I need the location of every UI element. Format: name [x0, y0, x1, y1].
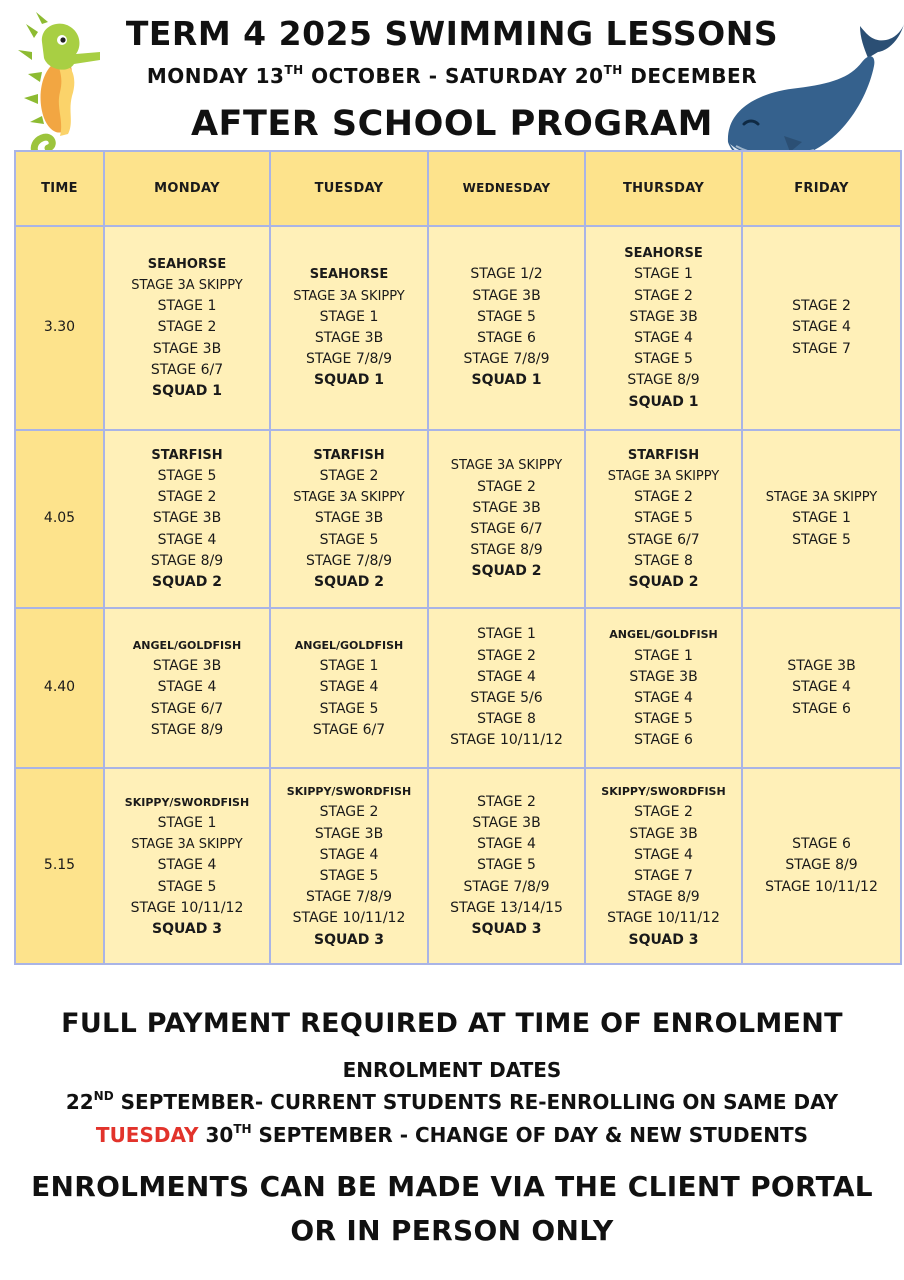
stage-line: STAGE 7/8/9 [306, 552, 392, 569]
stage-line: STAGE 2 [477, 478, 536, 495]
stage-line: STAGE 5 [634, 351, 693, 368]
stage-line: STAGE 10/11/12 [765, 878, 878, 895]
class-cell [104, 768, 270, 964]
stage-line: STAGE 6/7 [312, 721, 386, 738]
stage-line: STAGE 3B [314, 825, 384, 842]
group-header: SEAHORSE [624, 246, 703, 262]
stage-line: STAGE 10/11/12 [450, 732, 563, 749]
group-header: SKIPPY/SWORDFISH [601, 785, 726, 799]
squad-label: SQUAD 2 [628, 574, 699, 590]
class-cell [428, 608, 585, 768]
enrolment-date-current: 22ND SEPTEMBER- CURRENT STUDENTS RE-ENROLLING ON SAME DAY [65, 1089, 839, 1114]
stage-line: STAGE 3B [152, 658, 222, 675]
stage-line: STAGE 5 [319, 868, 379, 884]
stage-line: STAGE 4 [634, 690, 693, 706]
class-cell [742, 608, 901, 768]
class-cell [428, 226, 585, 430]
group-header: SKIPPY/SWORDFISH [286, 785, 412, 799]
stage-line: STAGE 4 [157, 857, 217, 874]
column-header-friday: FRIDAY [742, 151, 901, 226]
squad-label: SQUAD 3 [314, 931, 384, 948]
stage-line: STAGE 3A SKIPPY [765, 490, 878, 506]
stage-line: STAGE 3A SKIPPY [131, 277, 243, 293]
stage-line: STAGE 3B [629, 825, 698, 842]
class-cell [270, 430, 428, 608]
stage-line: STAGE 4 [792, 319, 851, 336]
stage-line: STAGE 2 [319, 467, 379, 484]
stage-line: STAGE 3A SKIPPY [293, 490, 405, 506]
squad-label: SQUAD 1 [628, 393, 699, 410]
group-header: SEAHORSE [309, 267, 389, 283]
stage-line: STAGE 1 [319, 308, 379, 325]
class-cell [585, 430, 742, 608]
stage-line: STAGE 5 [157, 878, 217, 895]
class-cell [104, 226, 270, 430]
stage-line: STAGE 4 [319, 679, 379, 696]
stage-line: STAGE 13/14/15 [450, 899, 563, 916]
stage-line: STAGE 4 [157, 531, 217, 548]
page-title: TERM 4 2025 SWIMMING LESSONS [125, 14, 779, 53]
stage-line: STAGE 1 [477, 626, 536, 643]
stage-line: STAGE 3B [152, 510, 222, 527]
stage-line: STAGE 3A SKIPPY [131, 837, 243, 853]
stage-line: STAGE 4 [477, 836, 536, 853]
stage-line: STAGE 6 [477, 330, 536, 346]
stage-line: STAGE 6 [792, 700, 851, 717]
stage-line: STAGE 10/11/12 [607, 910, 720, 927]
stage-line: STAGE 6/7 [150, 700, 224, 717]
column-header-tuesday: TUESDAY [270, 151, 428, 226]
column-header-monday: MONDAY [104, 151, 270, 226]
group-header: SKIPPY/SWORDFISH [124, 795, 250, 809]
column-header-time: TIME [15, 151, 104, 226]
time-slot: 4.05 [15, 430, 104, 608]
program-title: AFTER SCHOOL PROGRAM [190, 104, 714, 144]
class-cell [742, 226, 901, 430]
squad-label: SQUAD 3 [471, 921, 542, 937]
stage-line: STAGE 2 [157, 319, 217, 336]
class-cell [104, 430, 270, 608]
stage-line: STAGE 3B [314, 510, 384, 527]
stage-line: STAGE 4 [634, 846, 693, 863]
enrolment-date-new: TUESDAY 30TH SEPTEMBER - CHANGE OF DAY & NEW STUDENTS [95, 1122, 809, 1147]
class-cell [585, 226, 742, 430]
group-header: STARFISH [151, 447, 223, 463]
stage-line: STAGE 3B [472, 287, 541, 304]
class-cell [270, 226, 428, 430]
stage-line: STAGE 2 [792, 298, 851, 315]
column-header-thursday: THURSDAY [585, 151, 742, 226]
payment-notice: FULL PAYMENT REQUIRED AT TIME OF ENROLMENT [61, 1008, 843, 1039]
stage-line: STAGE 8/9 [150, 721, 224, 738]
stage-line: STAGE 2 [477, 647, 536, 664]
group-header: STARFISH [627, 447, 700, 463]
stage-line: STAGE 10/11/12 [130, 899, 244, 916]
stage-line: STAGE 4 [477, 668, 536, 685]
stage-line: STAGE 1 [792, 510, 851, 527]
stage-line: STAGE 4 [319, 846, 379, 863]
stage-line: STAGE 1 [634, 266, 693, 283]
squad-label: SQUAD 3 [628, 931, 699, 948]
class-cell [428, 430, 585, 608]
squad-label: SQUAD 1 [471, 372, 542, 389]
enrolment-heading: ENROLMENT DATES [342, 1058, 562, 1082]
stage-line: STAGE 7 [634, 868, 693, 884]
stage-line: STAGE 3B [629, 308, 698, 325]
stage-line: STAGE 8 [634, 552, 693, 569]
stage-line: STAGE 2 [634, 489, 693, 506]
squad-label: SQUAD 1 [314, 372, 384, 389]
class-cell [742, 768, 901, 964]
term-dates: MONDAY 13TH OCTOBER - SATURDAY 20TH DECEMBER [146, 63, 758, 88]
table-row [15, 430, 901, 608]
class-cell [585, 768, 742, 964]
squad-label: SQUAD 2 [471, 563, 542, 580]
stage-line: STAGE 5 [634, 711, 693, 728]
class-cell [428, 768, 585, 964]
stage-line: STAGE 8/9 [470, 542, 543, 559]
table-row [15, 608, 901, 768]
stage-line: STAGE 6 [634, 732, 693, 749]
stage-line: STAGE 7/8/9 [463, 351, 550, 368]
stage-line: STAGE 1 [319, 658, 379, 675]
stage-line: STAGE 3B [629, 668, 698, 685]
stage-line: STAGE 3A SKIPPY [450, 458, 563, 474]
portal-notice-line2: OR IN PERSON ONLY [290, 1214, 614, 1247]
highlight-day: TUESDAY [95, 1123, 199, 1147]
stage-line: STAGE 5 [319, 700, 379, 717]
squad-label: SQUAD 2 [152, 574, 222, 590]
stage-line: STAGE 7/8/9 [306, 889, 392, 906]
class-cell [270, 768, 428, 964]
squad-label: SQUAD 2 [314, 574, 384, 590]
class-cell [104, 608, 270, 768]
stage-line: STAGE 7/8/9 [463, 878, 550, 895]
group-header: STARFISH [313, 447, 385, 463]
stage-line: STAGE 4 [157, 679, 217, 696]
table-row [15, 768, 901, 964]
stage-line: STAGE 3B [472, 814, 541, 831]
time-slot: 4.40 [15, 608, 104, 768]
stage-line: STAGE 6/7 [150, 361, 224, 378]
stage-line: STAGE 3B [787, 658, 856, 675]
stage-line: STAGE 1 [634, 647, 693, 664]
stage-line: STAGE 1/2 [470, 266, 543, 283]
stage-line: STAGE 5 [157, 467, 217, 484]
stage-line: STAGE 3B [152, 340, 222, 357]
stage-line: STAGE 2 [477, 793, 536, 810]
stage-line: STAGE 2 [319, 804, 379, 821]
stage-line: STAGE 5 [477, 857, 536, 874]
class-cell [742, 430, 901, 608]
stage-line: STAGE 5 [792, 531, 851, 548]
class-cell [585, 608, 742, 768]
stage-line: STAGE 4 [792, 679, 851, 696]
stage-line: STAGE 4 [634, 330, 693, 346]
stage-line: STAGE 1 [157, 298, 217, 315]
stage-line: STAGE 5/6 [470, 690, 543, 706]
stage-line: STAGE 2 [157, 489, 217, 506]
group-header: SEAHORSE [147, 256, 227, 272]
stage-line: STAGE 8/9 [627, 372, 700, 389]
class-cell [270, 608, 428, 768]
stage-line: STAGE 3A SKIPPY [607, 468, 720, 484]
stage-line: STAGE 8/9 [785, 857, 858, 874]
stage-line: STAGE 3A SKIPPY [293, 288, 405, 304]
stage-line: STAGE 6/7 [470, 521, 543, 537]
stage-line: STAGE 5 [319, 531, 379, 548]
stage-line: STAGE 10/11/12 [292, 910, 406, 927]
stage-line: STAGE 2 [634, 804, 693, 821]
stage-line: STAGE 8/9 [150, 552, 224, 569]
stage-line: STAGE 5 [477, 308, 536, 325]
stage-line: STAGE 8/9 [627, 889, 700, 906]
portal-notice-line1: ENROLMENTS CAN BE MADE VIA THE CLIENT PORTAL [31, 1170, 873, 1203]
time-slot: 3.30 [15, 226, 104, 430]
group-header: ANGEL/GOLDFISH [294, 638, 404, 652]
stage-line: STAGE 5 [634, 510, 693, 527]
squad-label: SQUAD 1 [152, 383, 222, 399]
table-row [15, 226, 901, 430]
time-slot: 5.15 [15, 768, 104, 964]
stage-line: STAGE 8 [477, 711, 536, 728]
stage-line: STAGE 6 [792, 836, 851, 853]
stage-line: STAGE 3B [314, 330, 384, 346]
stage-line: STAGE 2 [634, 287, 693, 304]
group-header: ANGEL/GOLDFISH [609, 628, 718, 642]
stage-line: STAGE 3B [472, 499, 541, 516]
squad-label: SQUAD 3 [152, 921, 222, 937]
stage-line: STAGE 6/7 [627, 531, 700, 548]
stage-line: STAGE 7 [792, 340, 851, 357]
lesson-timetable [14, 150, 902, 965]
column-header-wednesday: WEDNESDAY [428, 151, 585, 226]
group-header: ANGEL/GOLDFISH [132, 638, 242, 652]
stage-line: STAGE 7/8/9 [306, 351, 392, 368]
table-header-row [15, 151, 901, 226]
stage-line: STAGE 1 [157, 814, 217, 831]
